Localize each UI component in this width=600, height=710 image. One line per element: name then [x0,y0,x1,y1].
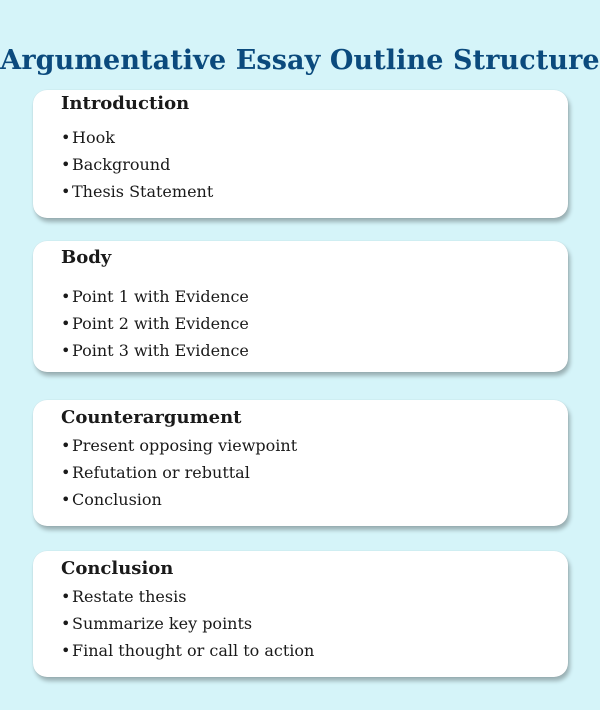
list-item-text: Present opposing viewpoint [72,436,298,455]
bullet-icon: • [61,641,71,660]
bullet-icon: • [61,587,71,606]
list-item [61,151,568,178]
list-item [61,432,568,459]
section-card-conclusion [33,551,568,677]
section-card-body [33,241,568,372]
section-item-list [61,283,568,364]
list-item-text: Point 1 with Evidence [72,287,249,306]
section-heading: Body [61,247,112,268]
list-item-text: Background [72,155,171,174]
bullet-icon: • [61,314,71,333]
list-item-text: Hook [72,128,115,147]
list-item [61,610,568,637]
bullet-icon: • [61,436,71,455]
list-item-text: Final thought or call to action [72,641,315,660]
bullet-icon: • [61,490,71,509]
list-item-text: Point 3 with Evidence [72,341,249,360]
bullet-icon: • [61,614,71,633]
list-item [61,459,568,486]
section-heading: Counterargument [61,407,242,428]
list-item-text: Thesis Statement [72,182,214,201]
section-card-counterargument [33,400,568,526]
list-item-text: Restate thesis [72,587,187,606]
list-item [61,637,568,664]
page-title: Argumentative Essay Outline Structure [0,45,600,77]
list-item [61,178,568,205]
bullet-icon: • [61,341,71,360]
section-item-list [61,432,568,513]
list-item [61,124,568,151]
list-item [61,337,568,364]
list-item [61,583,568,610]
list-item-text: Conclusion [72,490,162,509]
bullet-icon: • [61,182,71,201]
bullet-icon: • [61,128,71,147]
section-item-list [61,583,568,664]
list-item [61,486,568,513]
bullet-icon: • [61,463,71,482]
section-heading: Conclusion [61,558,174,579]
list-item [61,283,568,310]
section-heading: Introduction [61,93,190,114]
bullet-icon: • [61,155,71,174]
list-item-text: Point 2 with Evidence [72,314,249,333]
section-item-list [61,124,568,205]
list-item-text: Refutation or rebuttal [72,463,250,482]
list-item [61,310,568,337]
bullet-icon: • [61,287,71,306]
section-card-introduction [33,90,568,218]
list-item-text: Summarize key points [72,614,253,633]
